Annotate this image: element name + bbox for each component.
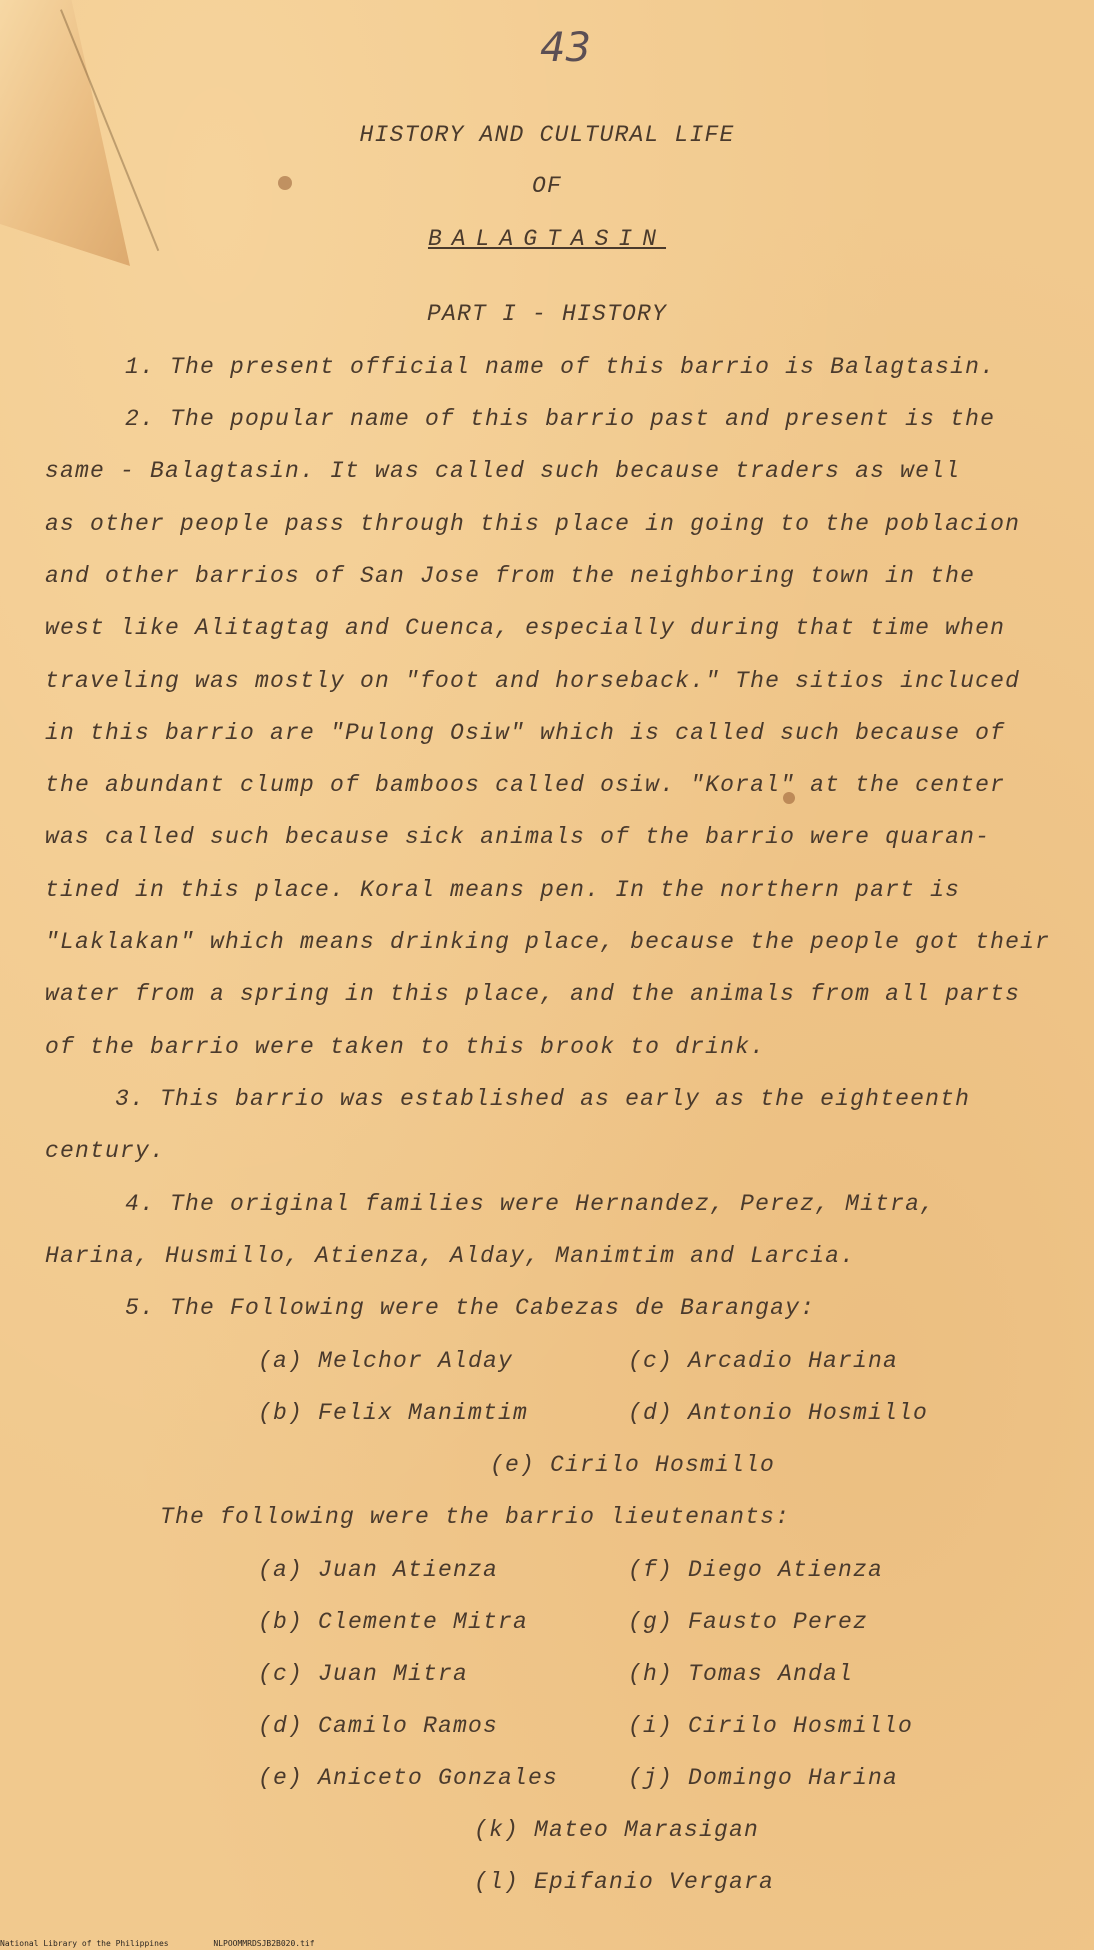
body-line: tined in this place. Koral means pen. In the northern part is <box>45 877 961 903</box>
lieutenant-entry: (d) Camilo Ramos <box>258 1713 499 1739</box>
body-line: 1. The present official name of this barrio is Balagtasin. <box>125 354 996 380</box>
scan-footer <box>0 1939 355 1948</box>
body-line: 5. The Following were the Cabezas de Barangay: <box>125 1295 816 1321</box>
body-line: water from a spring in this place, and the animals from all parts <box>45 981 1021 1007</box>
body-line: 2. The popular name of this barrio past and present is the <box>125 406 996 432</box>
body-line: west like Alitagtag and Cuenca, especially during that time when <box>45 615 1006 641</box>
body-line: the abundant clump of bamboos called osiw. "Koral" at the center <box>45 772 1006 798</box>
lieutenant-entry: (i) Cirilo Hosmillo <box>628 1713 914 1739</box>
body-line: was called such because sick animals of the barrio were quaran- <box>45 824 991 850</box>
body-line: 4. The original families were Hernandez, Perez, Mitra, <box>125 1191 936 1217</box>
lieutenant-entry: (a) Juan Atienza <box>258 1557 499 1583</box>
cabeza-entry: (a) Melchor Alday <box>258 1348 514 1374</box>
title-line-1: HISTORY AND CULTURAL LIFE <box>359 122 735 148</box>
lieutenant-entry: (b) Clemente Mitra <box>258 1609 529 1635</box>
title-line-3: BALAGTASIN <box>427 226 667 252</box>
body-line: and other barrios of San Jose from the neighboring town in the <box>45 563 976 589</box>
section-heading: PART I - HISTORY <box>426 301 668 327</box>
lieutenant-entry: (h) Tomas Andal <box>628 1661 854 1687</box>
body-line: in this barrio are "Pulong Osiw" which is called such because of <box>45 720 1006 746</box>
lieutenant-entry: (f) Diego Atienza <box>628 1557 884 1583</box>
cabeza-entry: (b) Felix Manimtim <box>258 1400 529 1426</box>
footer-file: NLPOOMMRDSJB2B020.tif <box>213 1939 315 1948</box>
cabeza-entry: (d) Antonio Hosmillo <box>628 1400 929 1426</box>
cabeza-entry: (c) Arcadio Harina <box>628 1348 899 1374</box>
footer-library: National Library of the Philippines <box>0 1939 169 1948</box>
lieutenant-entry: (k) Mateo Marasigan <box>474 1817 760 1843</box>
body-line: traveling was mostly on "foot and horseback." The sitios incluced <box>45 668 1021 694</box>
lieutenant-entry: (c) Juan Mitra <box>258 1661 469 1687</box>
body-line: as other people pass through this place in going to the poblacion <box>45 511 1021 537</box>
body-line: Harina, Husmillo, Atienza, Alday, Manimtim and Larcia. <box>45 1243 856 1269</box>
body-line: same - Balagtasin. It was called such because traders as well <box>45 458 961 484</box>
lieutenant-entry: (e) Aniceto Gonzales <box>258 1765 559 1791</box>
cabeza-entry: (e) Cirilo Hosmillo <box>490 1452 776 1478</box>
lieutenant-entry: (l) Epifanio Vergara <box>474 1869 775 1895</box>
page-number: 43 <box>540 25 591 71</box>
body-line: "Laklakan" which means drinking place, because the people got their <box>45 929 1051 955</box>
lieutenant-entry: (j) Domingo Harina <box>628 1765 899 1791</box>
lieutenants-heading: The following were the barrio lieutenants: <box>160 1504 791 1530</box>
body-line: 3. This barrio was established as early as the eighteenth <box>115 1086 971 1112</box>
body-line: century. <box>45 1138 166 1164</box>
lieutenant-entry: (g) Fausto Perez <box>628 1609 869 1635</box>
body-line: of the barrio were taken to this brook to drink. <box>45 1034 766 1060</box>
title-line-2: OF <box>531 173 562 199</box>
